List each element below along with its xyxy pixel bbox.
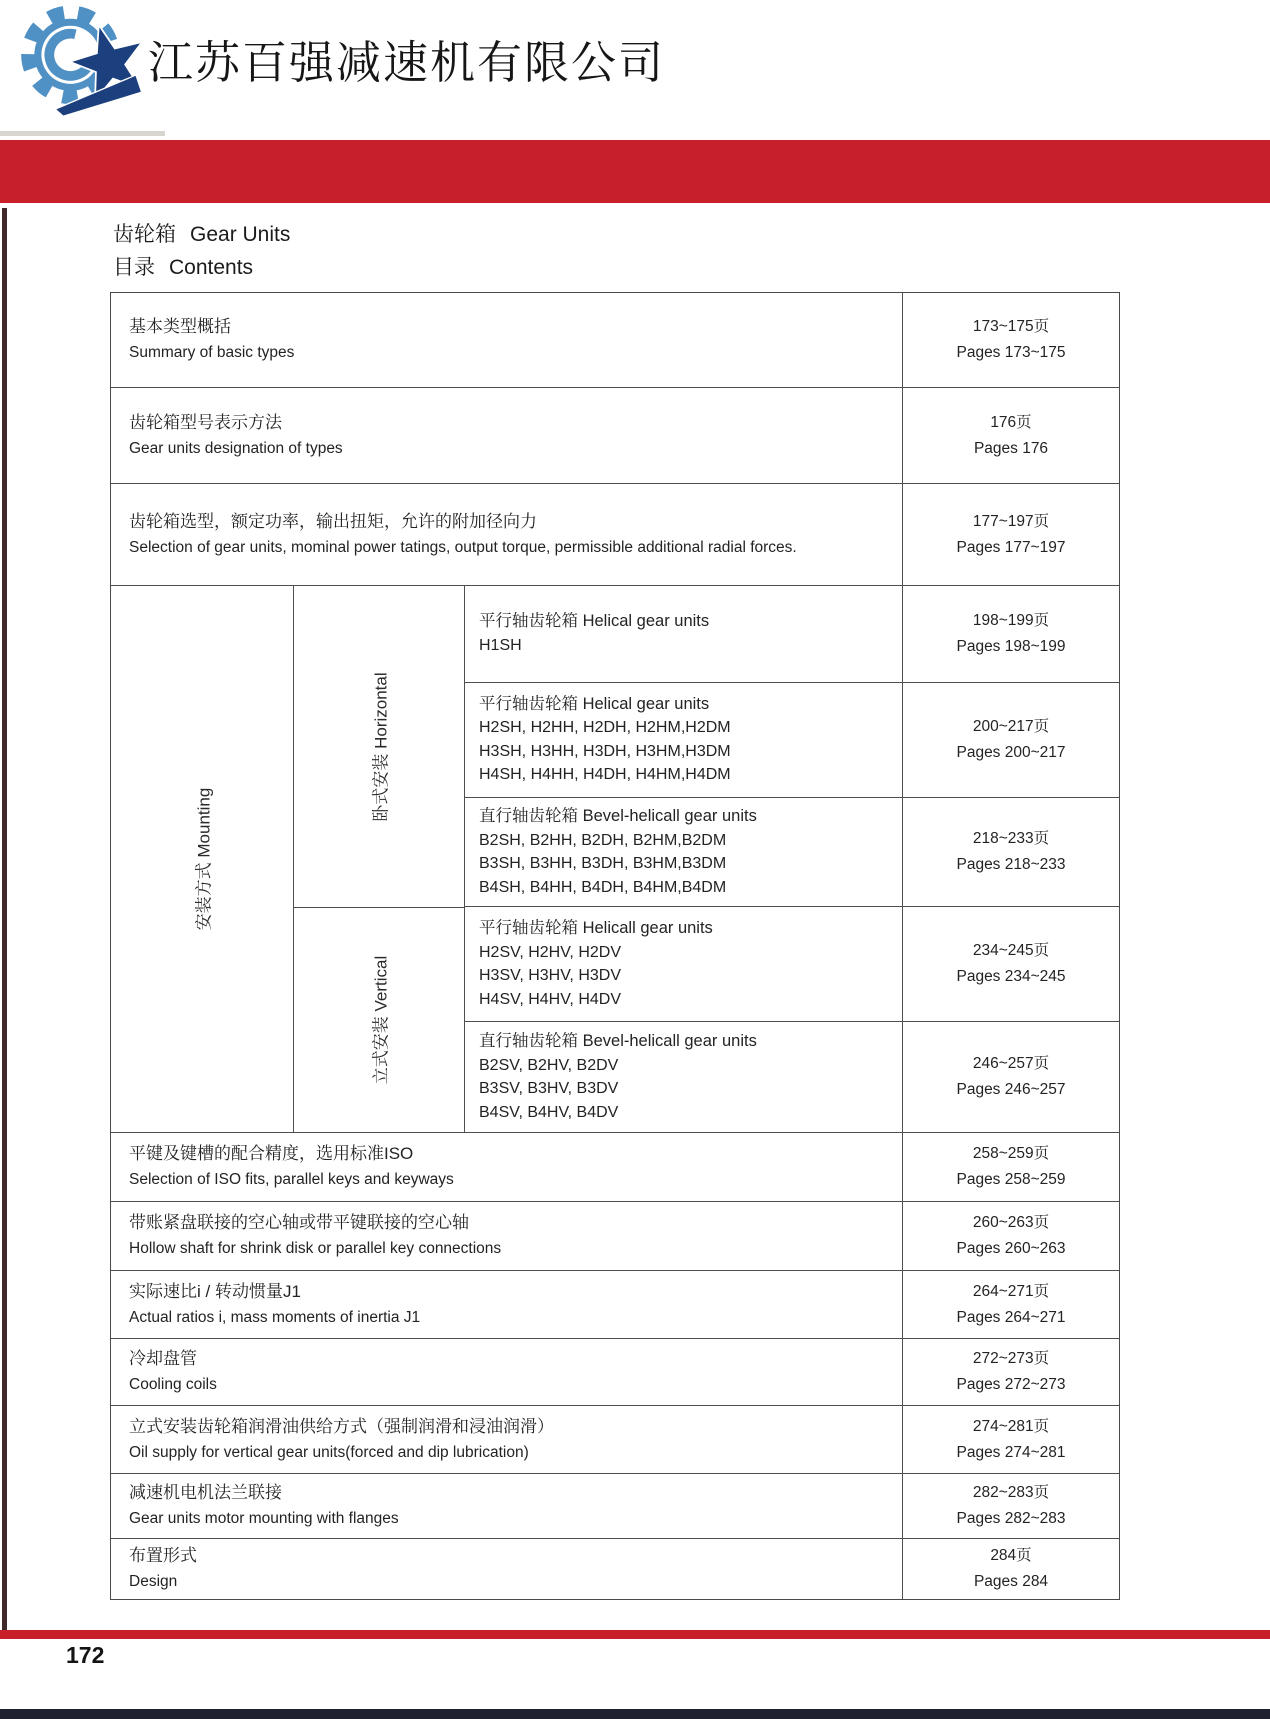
pages-en: Pages 200~217 — [956, 743, 1066, 761]
topic-line: B4SH, B4HH, B4DH, B4HM,B4DM — [479, 878, 727, 896]
topic-line: H3SV, H3HV, H3DV — [479, 967, 621, 985]
pages-zh: 218~233页 — [972, 830, 1050, 848]
topic-zh: 平键及键槽的配合精度，选用标准ISO — [129, 1144, 414, 1163]
horizontal-label-cell — [294, 586, 464, 907]
row-pages — [902, 1339, 1119, 1405]
row-topic — [111, 1271, 902, 1338]
header-red-band — [0, 140, 1270, 203]
row-topic — [111, 1202, 902, 1270]
topic-line: B2SH, B2HH, B2DH, B2HM,B2DM — [479, 831, 727, 849]
topic-zh: 减速机电机法兰联接 — [129, 1483, 282, 1502]
table-row — [465, 682, 1119, 797]
company-name: 江苏百强减速机有限公司 — [148, 36, 666, 88]
row-pages — [902, 1271, 1119, 1338]
row-topic — [465, 907, 902, 1021]
pages-en: Pages 176 — [973, 439, 1049, 457]
table-row — [111, 1201, 1119, 1270]
topic-zh: 齿轮箱选型，额定功率，输出扭矩，允许的附加径向力 — [129, 511, 537, 531]
table-row — [111, 387, 1119, 483]
table-row — [111, 1473, 1119, 1538]
topic-zh: 立式安装齿轮箱润滑油供给方式（强制润滑和浸油润滑） — [129, 1416, 554, 1436]
row-topic — [111, 1474, 902, 1538]
pages-zh: 284页 — [990, 1547, 1032, 1564]
title-contents — [113, 251, 290, 284]
topic-line: B2SV, B2HV, B2DV — [479, 1056, 619, 1074]
topic-zh: 基本类型概括 — [129, 317, 231, 336]
contents-table — [110, 292, 1120, 1600]
topic-line: H4SH, H4HH, H4DH, H4HM,H4DM — [479, 766, 731, 784]
pages-zh: 272~273页 — [972, 1350, 1050, 1367]
row-pages — [902, 1022, 1119, 1132]
topic-en: Design — [129, 1573, 178, 1590]
topic-line: B3SH, B3HH, B3DH, B3HM,B3DM — [479, 855, 727, 873]
topic-en: Gear units motor mounting with flanges — [129, 1510, 399, 1527]
pages-zh: 246~257页 — [972, 1055, 1050, 1073]
row-pages — [902, 388, 1119, 483]
row-pages — [902, 798, 1119, 907]
table-row — [465, 1021, 1119, 1132]
pages-zh: 234~245页 — [972, 942, 1050, 960]
vertical-vertical-label: 立式安装 Vertical — [371, 955, 391, 1085]
horizontal-vertical-label: 卧式安装 Horizontal — [371, 671, 391, 822]
topic-zh: 冷却盘管 — [129, 1349, 197, 1368]
topic-line: H4SV, H4HV, H4DV — [479, 990, 621, 1008]
table-row — [465, 906, 1119, 1021]
topic-zh: 带账紧盘联接的空心轴或带平键联接的空心轴 — [129, 1213, 469, 1232]
row-topic — [465, 586, 902, 682]
orientation-column — [294, 586, 465, 1132]
topic-en: Selection of gear units, mominal power tatings, output torque, permissible additional radial forces. — [129, 538, 797, 556]
footer-dark-strip — [0, 1709, 1270, 1719]
row-topic — [465, 1022, 902, 1132]
topic-en: Oil supply for vertical gear units(forced and dip lubrication) — [129, 1443, 529, 1461]
title-gear-en: Gear Units — [190, 223, 291, 246]
scan-artifact — [0, 131, 165, 136]
pages-zh: 198~199页 — [972, 611, 1050, 629]
topic-en: Gear units designation of types — [129, 439, 343, 457]
pages-zh: 200~217页 — [972, 717, 1050, 735]
pages-en: Pages 198~199 — [956, 637, 1066, 655]
title-gear-zh: 齿轮箱 — [113, 223, 176, 246]
pages-zh: 173~175页 — [972, 318, 1050, 335]
row-topic — [111, 1539, 902, 1599]
pages-zh: 274~281页 — [972, 1417, 1050, 1435]
table-row — [111, 1338, 1119, 1405]
mounting-section — [111, 585, 1119, 1132]
table-row — [465, 586, 1119, 682]
pages-en: Pages 284 — [973, 1573, 1049, 1590]
title-contents-zh: 目录 — [113, 256, 155, 279]
topic-line: B4SV, B4HV, B4DV — [479, 1103, 619, 1121]
table-row — [111, 1405, 1119, 1473]
pages-zh: 177~197页 — [972, 512, 1050, 530]
page-title — [113, 218, 290, 284]
row-pages — [902, 293, 1119, 387]
topic-line: B3SV, B3HV, B3DV — [479, 1080, 619, 1098]
row-topic — [111, 388, 902, 483]
row-pages — [902, 907, 1119, 1021]
table-row — [111, 483, 1119, 585]
pages-en: Pages 234~245 — [956, 968, 1066, 986]
table-row — [111, 1132, 1119, 1201]
row-topic — [111, 484, 902, 585]
pages-zh: 176页 — [990, 413, 1032, 431]
topic-line: H1SH — [479, 636, 522, 654]
topic-line: H2SV, H2HV, H2DV — [479, 943, 621, 961]
title-gear-units — [113, 218, 290, 251]
topic-en: Hollow shaft for shrink disk or parallel key connections — [129, 1240, 502, 1257]
row-topic — [111, 1133, 902, 1201]
pages-en: Pages 177~197 — [956, 538, 1066, 556]
row-topic — [465, 798, 902, 907]
gear-star-logo-icon — [6, 2, 156, 134]
row-pages — [902, 1474, 1119, 1538]
table-row — [111, 1270, 1119, 1338]
topic-en: Cooling coils — [129, 1376, 217, 1393]
topic-line: 平行轴齿轮箱 Helical gear units — [479, 694, 710, 713]
pages-en: Pages 173~175 — [956, 344, 1066, 361]
table-row — [111, 293, 1119, 387]
topic-zh: 布置形式 — [129, 1546, 197, 1565]
row-topic — [111, 293, 902, 387]
topic-line: 直行轴齿轮箱 Bevel-helicall gear units — [479, 807, 757, 826]
pages-en: Pages 282~283 — [956, 1510, 1066, 1527]
topic-line: H2SH, H2HH, H2DH, H2HM,H2DM — [479, 719, 731, 737]
topic-en: Actual ratios i, mass moments of inertia J1 — [129, 1308, 421, 1326]
footer-red-stripe — [0, 1630, 1270, 1639]
pages-en: Pages 246~257 — [956, 1081, 1066, 1099]
pages-en: Pages 274~281 — [956, 1443, 1066, 1461]
topic-line: 直行轴齿轮箱 Bevel-helicall gear units — [479, 1032, 757, 1051]
page-number: 172 — [66, 1642, 105, 1668]
pages-zh: 258~259页 — [972, 1145, 1050, 1162]
topic-line: H3SH, H3HH, H3DH, H3HM,H3DM — [479, 742, 731, 760]
topic-en: Selection of ISO fits, parallel keys and keyways — [129, 1171, 454, 1188]
row-pages — [902, 1539, 1119, 1599]
gear-unit-rows — [465, 586, 1119, 1132]
topic-line: 平行轴齿轮箱 Helical gear units — [479, 612, 710, 631]
mounting-vertical-label: 安装方式 Mounting — [194, 787, 214, 931]
row-pages — [902, 1202, 1119, 1270]
page-edge-line — [2, 208, 7, 1632]
row-pages — [902, 1133, 1119, 1201]
pages-en: Pages 264~271 — [956, 1308, 1066, 1326]
row-pages — [902, 484, 1119, 585]
pages-en: Pages 218~233 — [956, 856, 1066, 874]
row-pages — [902, 683, 1119, 797]
vertical-label-cell — [294, 907, 464, 1132]
pages-zh: 260~263页 — [972, 1214, 1050, 1231]
row-topic — [111, 1339, 902, 1405]
row-pages — [902, 1406, 1119, 1473]
pages-en: Pages 272~273 — [956, 1376, 1066, 1393]
table-row — [111, 1538, 1119, 1599]
topic-zh: 实际速比i / 转动惯量J1 — [129, 1281, 301, 1301]
pages-en: Pages 258~259 — [956, 1171, 1066, 1188]
pages-zh: 264~271页 — [972, 1282, 1050, 1300]
table-row — [465, 797, 1119, 907]
mounting-label-cell — [111, 586, 294, 1132]
pages-zh: 282~283页 — [972, 1484, 1050, 1501]
topic-line: 平行轴齿轮箱 Helicall gear units — [479, 919, 713, 938]
row-topic — [465, 683, 902, 797]
row-topic — [111, 1406, 902, 1473]
topic-zh: 齿轮箱型号表示方法 — [129, 412, 282, 432]
pages-en: Pages 260~263 — [956, 1240, 1066, 1257]
row-pages — [902, 586, 1119, 682]
topic-en: Summary of basic types — [129, 344, 295, 361]
title-contents-en: Contents — [169, 256, 254, 279]
